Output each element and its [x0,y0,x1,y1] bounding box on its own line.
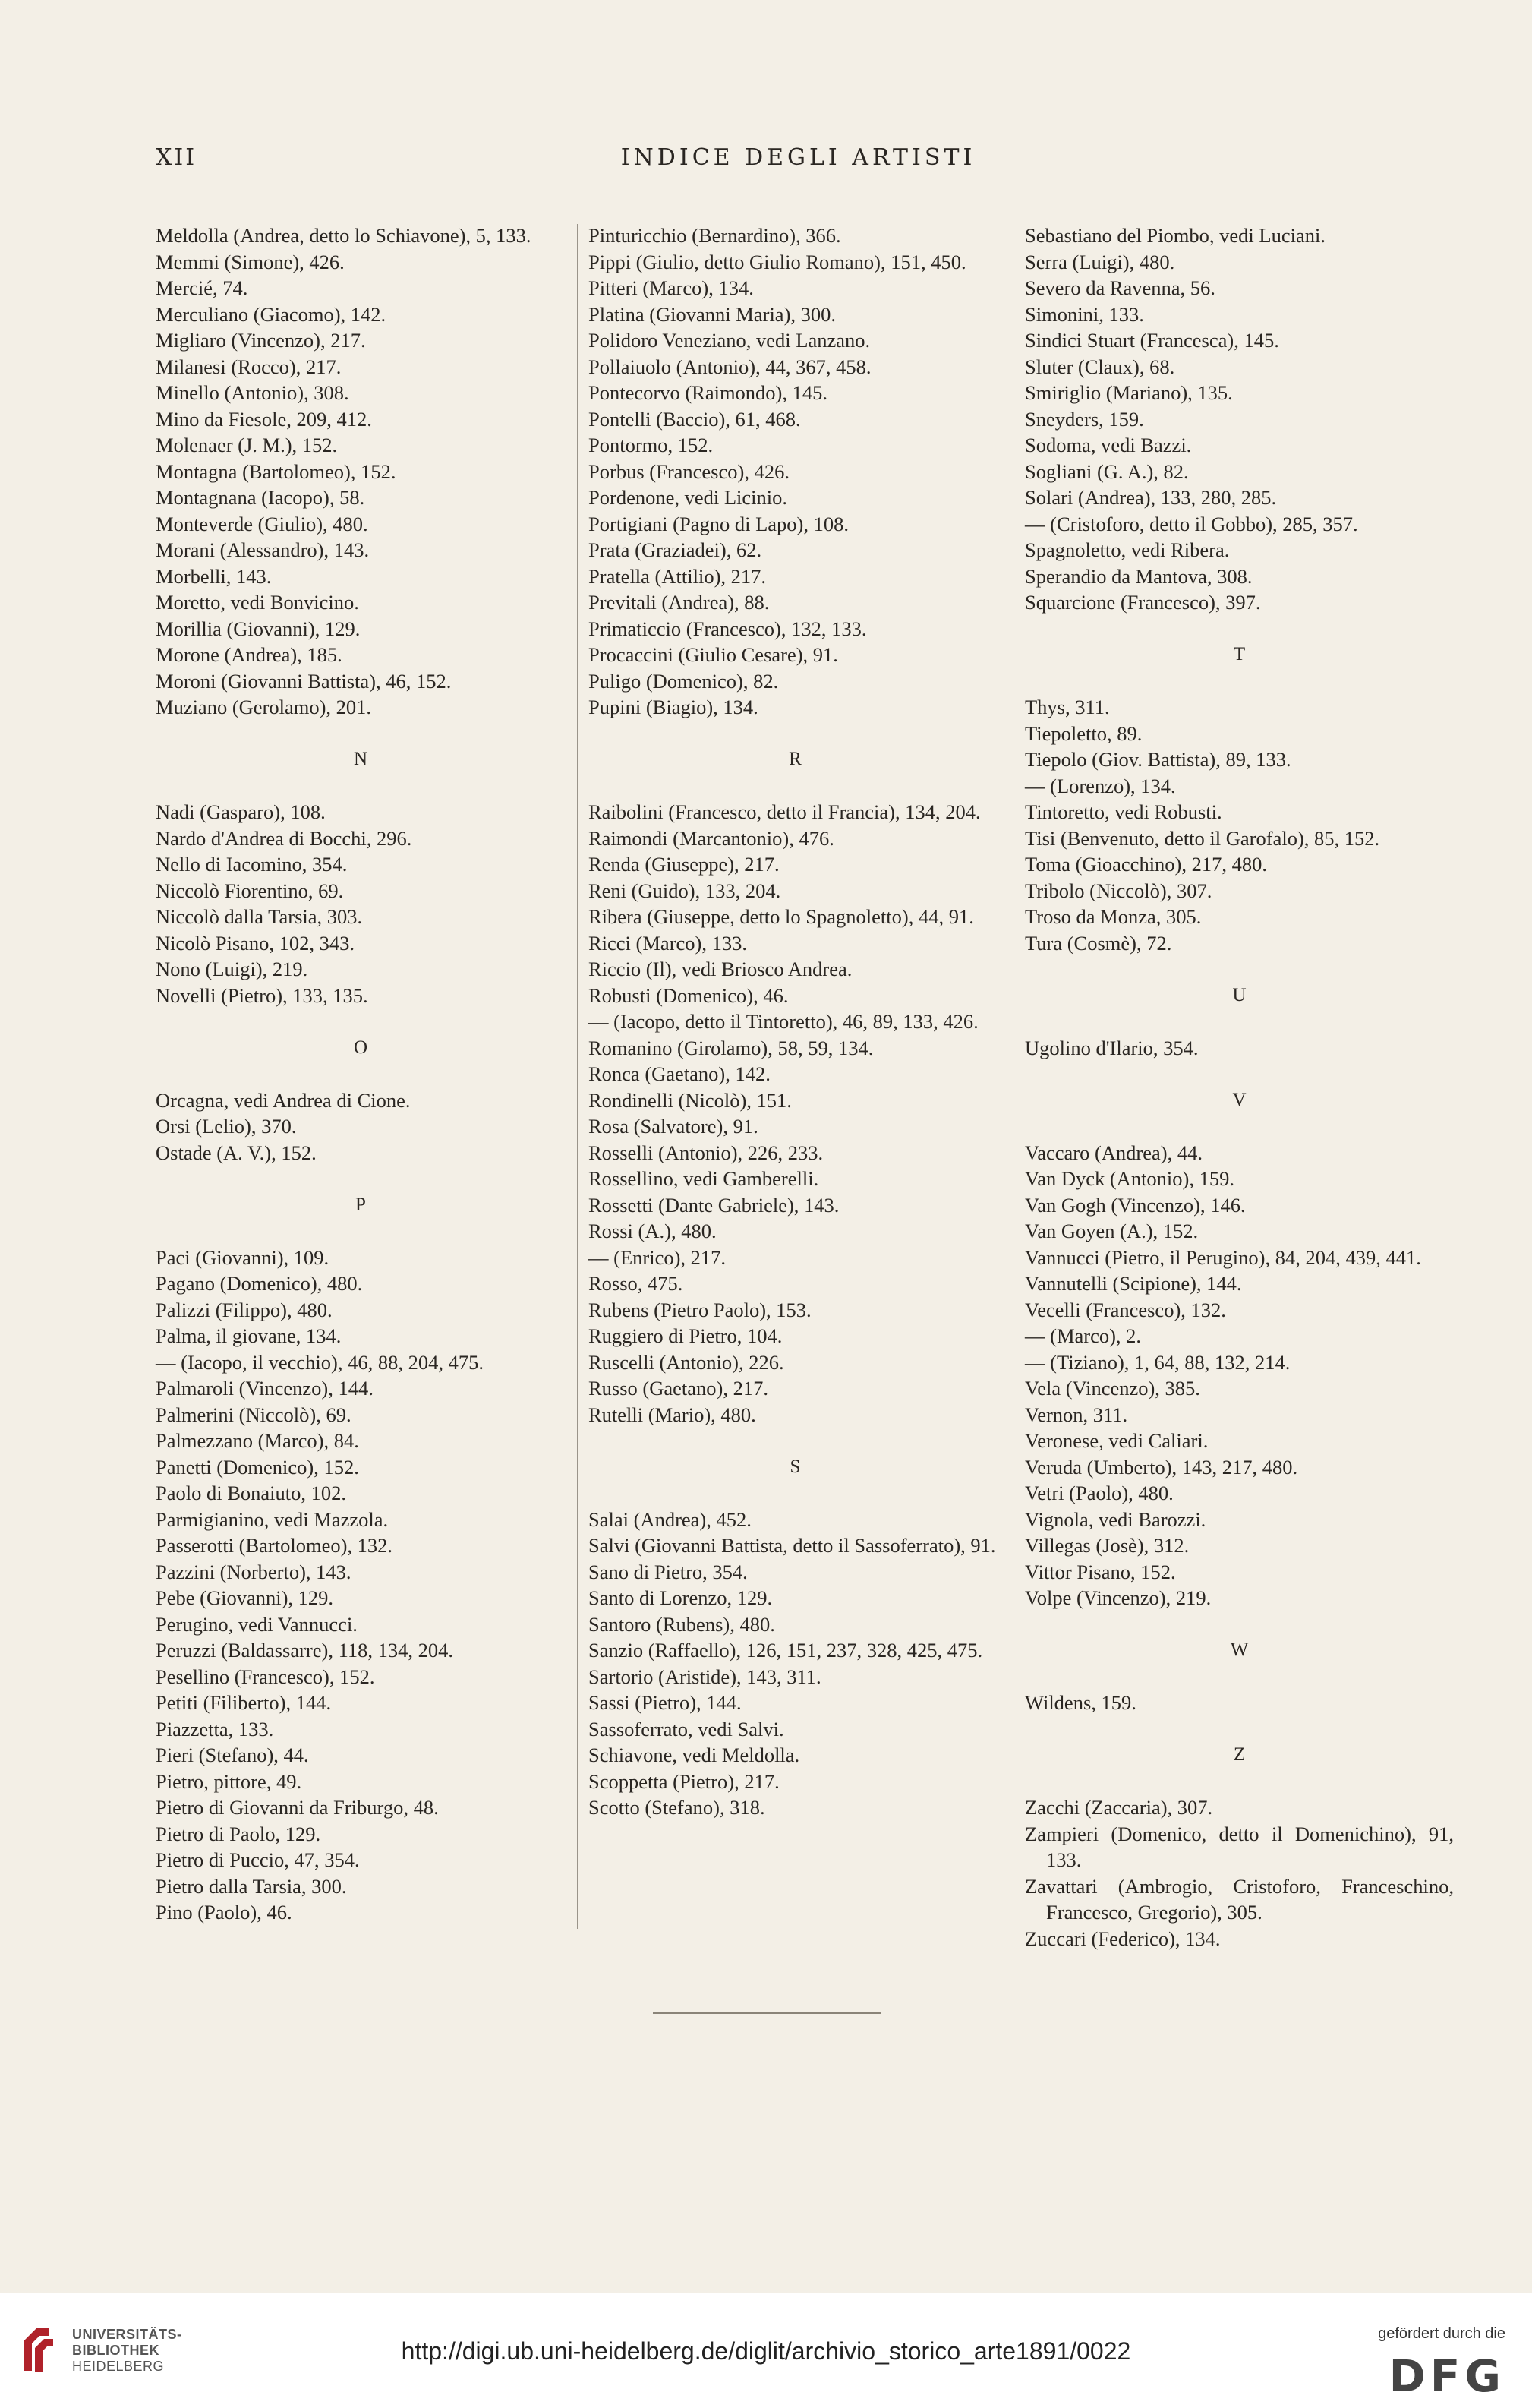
index-entry: Zampieri (Domenico, detto il Domenichino), 91, 133. [1025,1822,1454,1871]
index-entry: Merculiano (Giacomo), 142. [156,302,386,326]
index-entry: — (Lorenzo), 134. [1025,774,1176,797]
index-entry: Morone (Andrea), 185. [156,643,342,666]
index-entry: Sogliani (G. A.), 82. [1025,459,1189,483]
index-entry: Spagnoletto, vedi Ribera. [1025,538,1230,561]
index-entry: Russo (Gaetano), 217. [588,1377,768,1400]
index-entry: Vaccaro (Andrea), 44. [1025,1141,1203,1164]
index-entry: Tiepolo (Giov. Battista), 89, 133. [1025,748,1291,771]
section-letter: W [1230,1640,1249,1660]
index-entry: Montagnana (Iacopo), 58. [156,486,365,509]
index-entry: Pietro, pittore, 49. [156,1769,302,1793]
index-entry: Romanino (Girolamo), 58, 59, 134. [588,1036,874,1059]
section-letter: P [355,1194,366,1215]
index-entry: Petiti (Filiberto), 144. [156,1691,332,1714]
index-entry: Rossi (A.), 480. [588,1220,717,1242]
index-entry: Salvi (Giovanni Battista, detto il Sassoferrato), 91. [588,1534,996,1557]
index-entry: Pino (Paolo), 46. [156,1901,292,1924]
index-entry: — (Tiziano), 1, 64, 88, 132, 214. [1025,1350,1291,1374]
index-entry: Vetri (Paolo), 480. [1025,1482,1174,1504]
index-entry: Niccolò Fiorentino, 69. [156,879,344,902]
index-entry: Zavattari (Ambrogio, Cristoforo, Franceschino, Francesco, Gregorio), 305. [1025,1874,1454,1924]
index-entry: — (Iacopo, detto il Tintoretto), 46, 89, 133, 426. [588,1010,979,1033]
index-entry: Squarcione (Francesco), 397. [1025,591,1261,614]
index-entry: Morani (Alessandro), 143. [156,538,370,561]
index-entry: Nono (Luigi), 219. [156,958,308,980]
index-entry: Panetti (Domenico), 152. [156,1455,359,1479]
index-entry: Thys, 311. [1025,696,1110,718]
index-entry: Polidoro Veneziano, vedi Lanzano. [588,329,871,352]
index-entry: Villegas (Josè), 312. [1025,1534,1190,1557]
index-entry: Tiepoletto, 89. [1025,721,1143,745]
index-entry: Moroni (Giovanni Battista), 46, 152. [156,669,452,693]
index-entry: Ruggiero di Pietro, 104. [588,1324,783,1347]
section-letter: S [790,1456,801,1477]
section-letter: N [353,749,368,769]
index-entry: Nicolò Pisano, 102, 343. [156,931,355,955]
index-entry: Memmi (Simone), 426. [156,250,345,273]
index-entry: Sanzio (Raffaello), 126, 151, 237, 328, 425, 475. [588,1639,983,1662]
index-entry: Muziano (Gerolamo), 201. [156,696,372,718]
section-letter: Z [1233,1744,1246,1765]
index-entry: Vernon, 311. [1025,1403,1128,1426]
index-entry: Moretto, vedi Bonvicino. [156,591,359,614]
index-entry: Rondinelli (Nicolò), 151. [588,1088,792,1112]
index-entry: Vignola, vedi Barozzi. [1025,1507,1206,1531]
index-entry: Pieri (Stefano), 44. [156,1744,309,1766]
index-entry: Vela (Vincenzo), 385. [1025,1377,1200,1400]
index-entry: Procaccini (Giulio Cesare), 91. [588,643,838,666]
index-entry: Salai (Andrea), 452. [588,1507,752,1531]
index-entry: Paolo di Bonaiuto, 102. [156,1482,347,1504]
index-entry: Mercié, 74. [156,276,248,299]
index-entry: Van Gogh (Vincenzo), 146. [1025,1193,1246,1217]
index-entry: — (Cristoforo, detto il Gobbo), 285, 357. [1025,512,1358,535]
index-entry: Sluter (Claux), 68. [1025,355,1175,378]
document-url-link[interactable]: http://digi.ub.uni-heidelberg.de/diglit/archivio_storico_arte1891/0022 [401,2337,1131,2365]
index-entry: Smiriglio (Mariano), 135. [1025,381,1233,404]
index-entry: Vannucci (Pietro, il Perugino), 84, 204, 439, 441. [1025,1245,1421,1269]
index-entry: Scoppetta (Pietro), 217. [588,1769,780,1793]
index-entry: Piazzetta, 133. [156,1717,274,1741]
index-entry: Pebe (Giovanni), 129. [156,1586,334,1609]
index-entry: Rubens (Pietro Paolo), 153. [588,1298,812,1321]
index-entry: Pietro di Paolo, 129. [156,1822,321,1845]
page-header [156,144,1441,175]
index-entry: Pazzini (Norberto), 143. [156,1560,351,1583]
index-entry: Rossetti (Dante Gabriele), 143. [588,1193,840,1217]
index-entry: Tintoretto, vedi Robusti. [1025,800,1222,823]
index-entry: Nello di Iacomino, 354. [156,853,348,876]
index-entry: Peruzzi (Baldassarre), 118, 134, 204. [156,1639,453,1662]
index-entry: Pollaiuolo (Antonio), 44, 367, 458. [588,355,872,378]
column-divider [577,224,578,1929]
index-entry: Sindici Stuart (Francesca), 145. [1025,329,1279,352]
index-entry: Zacchi (Zaccaria), 307. [1025,1796,1213,1819]
index-entry: Meldolla (Andrea, detto lo Schiavone), 5, 133. [156,224,531,247]
index-entry: Palizzi (Filippo), 480. [156,1298,333,1321]
index-entry: Prata (Graziadei), 62. [588,538,762,561]
index-entry: Rosa (Salvatore), 91. [588,1115,758,1138]
index-entry: Ronca (Gaetano), 142. [588,1062,771,1085]
index-entry: Montagna (Bartolomeo), 152. [156,459,396,483]
index-entry: Rosso, 475. [588,1272,683,1295]
index-entry: Molenaer (J. M.), 152. [156,434,338,456]
index-entry: Morillia (Giovanni), 129. [156,617,361,640]
index-entry: Renda (Giuseppe), 217. [588,853,780,876]
index-entry: Morbelli, 143. [156,564,272,588]
page-title: INDICE DEGLI ARTISTI [620,144,976,171]
index-entry: Ostade (A. V.), 152. [156,1141,317,1164]
index-entry: Pietro di Puccio, 47, 354. [156,1848,360,1871]
index-entry: Migliaro (Vincenzo), 217. [156,329,366,352]
index-entry: Simonini, 133. [1025,302,1144,326]
index-entry: Pinturicchio (Bernardino), 366. [588,224,841,247]
index-entry: Novelli (Pietro), 133, 135. [156,983,368,1007]
index-entry: Scotto (Stefano), 318. [588,1796,765,1819]
digitization-footer [0,2293,1532,2408]
index-entry: Passerotti (Bartolomeo), 132. [156,1534,393,1557]
index-entry: Sodoma, vedi Bazzi. [1025,434,1192,456]
index-column-3 [1025,222,1454,1952]
index-entry: Pontecorvo (Raimondo), 145. [588,381,828,404]
index-entry: Solari (Andrea), 133, 280, 285. [1025,486,1277,509]
index-entry: Pietro di Giovanni da Friburgo, 48. [156,1796,439,1819]
index-entry: Pitteri (Marco), 134. [588,276,754,299]
index-entry: Minello (Antonio), 308. [156,381,349,404]
dfg-logo: DFG [1389,2350,1505,2402]
index-entry: Santo di Lorenzo, 129. [588,1586,773,1609]
index-entry: Orsi (Lelio), 370. [156,1115,297,1138]
index-entry: Robusti (Domenico), 46. [588,983,789,1007]
index-entry: Schiavone, vedi Meldolla. [588,1744,800,1766]
index-entry: Toma (Gioacchino), 217, 480. [1025,853,1268,876]
index-entry: Pordenone, vedi Licinio. [588,486,787,509]
index-entry: Raimondi (Marcantonio), 476. [588,826,834,850]
index-entry: Rossellino, vedi Gamberelli. [588,1167,819,1190]
index-entry: Sneyders, 159. [1025,407,1144,431]
index-entry: Milanesi (Rocco), 217. [156,355,342,378]
index-entry: Perugino, vedi Vannucci. [156,1612,358,1636]
index-entry: Veruda (Umberto), 143, 217, 480. [1025,1455,1298,1479]
index-entry: Pagano (Domenico), 480. [156,1272,363,1295]
section-letter: V [1232,1089,1247,1110]
index-entry: Previtali (Andrea), 88. [588,591,770,614]
funding-label: gefördert durch die [1378,2325,1505,2342]
index-entry: Mino da Fiesole, 209, 412. [156,407,372,431]
index-entry: Sartorio (Aristide), 143, 311. [588,1665,821,1688]
index-entry: Ricci (Marco), 133. [588,931,747,955]
index-entry: Rutelli (Mario), 480. [588,1403,756,1426]
index-entry: Riccio (Il), vedi Briosco Andrea. [588,958,853,980]
index-entry: Orcagna, vedi Andrea di Cione. [156,1088,411,1112]
index-entry: Ugolino d'Ilario, 354. [1025,1036,1199,1059]
index-entry: Van Dyck (Antonio), 159. [1025,1167,1234,1190]
index-entry: Portigiani (Pagno di Lapo), 108. [588,512,849,535]
index-entry: Niccolò dalla Tarsia, 303. [156,905,363,928]
index-entry: — (Iacopo, il vecchio), 46, 88, 204, 475. [156,1350,484,1374]
index-entry: Zuccari (Federico), 134. [1025,1927,1221,1950]
index-entry: Sassoferrato, vedi Salvi. [588,1717,784,1741]
index-entry: Ruscelli (Antonio), 226. [588,1350,784,1374]
index-entry: Rosselli (Antonio), 226, 233. [588,1141,824,1164]
section-letter: U [1232,984,1247,1005]
index-entry: Tribolo (Niccolò), 307. [1025,879,1212,902]
index-entry: Palmerini (Niccolò), 69. [156,1403,351,1426]
index-entry: Tisi (Benvenuto, detto il Garofalo), 85, 152. [1025,826,1380,850]
section-letter: O [353,1037,368,1058]
index-entry: Pratella (Attilio), 217. [588,564,767,588]
index-entry: Sassi (Pietro), 144. [588,1691,742,1714]
index-entry: Vecelli (Francesco), 132. [1025,1298,1226,1321]
index-entry: Pontormo, 152. [588,434,714,456]
index-column-2 [588,222,1002,1821]
end-rule [653,2012,881,2014]
index-entry: Sebastiano del Piombo, vedi Luciani. [1025,224,1326,247]
index-entry: — (Enrico), 217. [588,1245,727,1269]
index-entry: Raibolini (Francesco, detto il Francia), 134, 204. [588,800,981,823]
index-entry: Ribera (Giuseppe, detto lo Spagnoletto), 44, 91. [588,905,974,928]
index-entry: Troso da Monza, 305. [1025,905,1202,928]
index-entry: Paci (Giovanni), 109. [156,1245,329,1269]
index-entry: Pesellino (Francesco), 152. [156,1665,375,1688]
index-entry: Pietro dalla Tarsia, 300. [156,1874,347,1898]
index-entry: Puligo (Domenico), 82. [588,669,779,693]
index-entry: — (Marco), 2. [1025,1324,1142,1347]
index-entry: Pippi (Giulio, detto Giulio Romano), 151, 450. [588,250,966,273]
index-entry: Vannutelli (Scipione), 144. [1025,1272,1242,1295]
index-entry: Sperandio da Mantova, 308. [1025,564,1253,588]
index-entry: Platina (Giovanni Maria), 300. [588,302,837,326]
index-entry: Pupini (Biagio), 134. [588,696,758,718]
index-entry: Palmaroli (Vincenzo), 144. [156,1377,374,1400]
index-entry: Tura (Cosmè), 72. [1025,931,1172,955]
index-entry: Veronese, vedi Caliari. [1025,1429,1209,1452]
section-letter: R [789,749,802,769]
index-entry: Parmigianino, vedi Mazzola. [156,1507,389,1531]
index-column-1 [156,222,566,1926]
index-entry: Palma, il giovane, 134. [156,1324,342,1347]
index-entry: Primaticcio (Francesco), 132, 133. [588,617,867,640]
index-entry: Wildens, 159. [1025,1691,1136,1714]
index-entry: Severo da Ravenna, 56. [1025,276,1215,299]
index-entry: Sano di Pietro, 354. [588,1560,748,1583]
index-entry: Santoro (Rubens), 480. [588,1612,775,1636]
index-entry: Nardo d'Andrea di Bocchi, 296. [156,826,412,850]
index-entry: Serra (Luigi), 480. [1025,250,1175,273]
index-entry: Porbus (Francesco), 426. [588,459,790,483]
library-name: UNIVERSITÄTS- BIBLIOTHEK HEIDELBERG [72,2327,182,2374]
index-entry: Volpe (Vincenzo), 219. [1025,1586,1212,1609]
index-entry: Reni (Guido), 133, 204. [588,879,781,902]
index-entry: Pontelli (Baccio), 61, 468. [588,407,801,431]
index-entry: Monteverde (Giulio), 480. [156,512,368,535]
index-entry: Nadi (Gasparo), 108. [156,800,326,823]
index-entry: Van Goyen (A.), 152. [1025,1220,1199,1242]
index-entry: Vittor Pisano, 152. [1025,1560,1176,1583]
index-entry: Palmezzano (Marco), 84. [156,1429,359,1452]
page-number: XII [156,144,197,171]
section-letter: T [1233,644,1246,664]
